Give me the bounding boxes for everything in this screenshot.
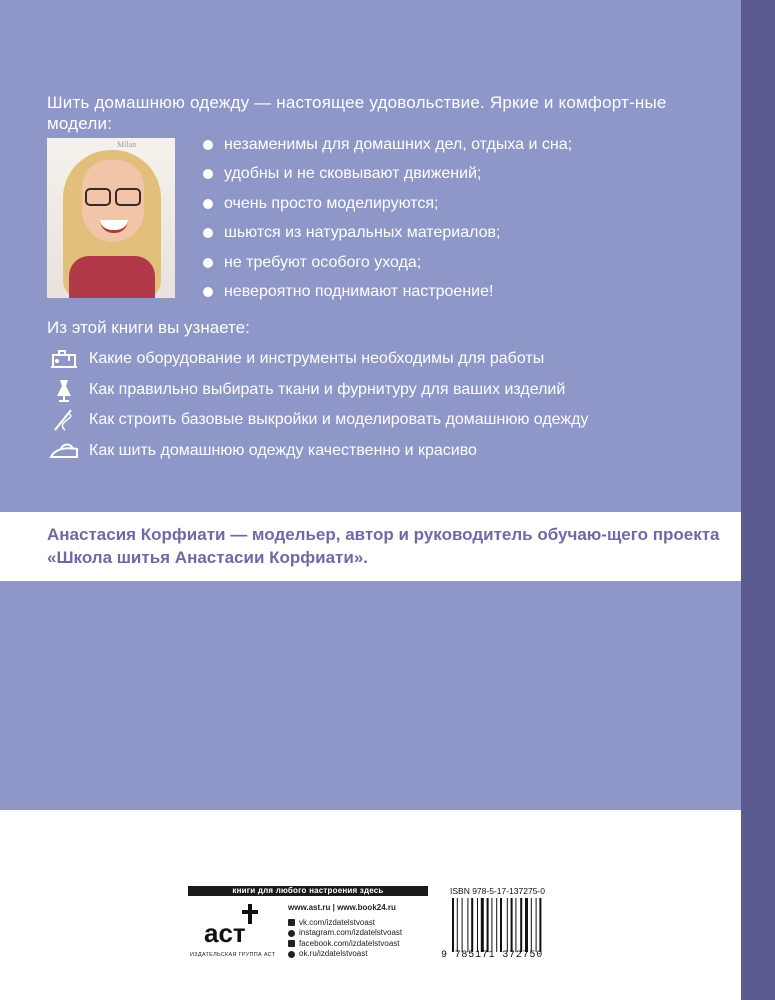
learn-item: Какие оборудование и инструменты необходимы для работы <box>47 344 727 375</box>
sewing-machine-icon <box>47 347 81 371</box>
bullet-dot-icon <box>203 258 213 268</box>
instagram-icon <box>288 930 295 937</box>
instagram-link[interactable]: instagram.com/izdatelstvoast <box>288 928 402 939</box>
publisher-contacts <box>288 903 402 960</box>
bullet-dot-icon <box>203 169 213 179</box>
publisher-tagline: книги для любого настроения здесь <box>188 886 428 896</box>
vk-link[interactable]: vk.com/izdatelstvoast <box>288 918 402 929</box>
needle-thread-icon <box>47 408 81 432</box>
ok-icon <box>288 951 295 958</box>
feature-item: удобны и не сковывают движений; <box>203 159 723 188</box>
bullet-dot-icon <box>203 140 213 150</box>
ok-link[interactable]: ok.ru/izdatelstvoast <box>288 949 402 960</box>
ast-logo-icon <box>198 900 278 950</box>
facebook-link[interactable]: facebook.com/izdatelstvoast <box>288 939 402 950</box>
feature-item: шьются из натуральных материалов; <box>203 218 723 247</box>
logo-text: аст <box>204 918 246 948</box>
logo-caption: ИЗДАТЕЛЬСКАЯ ГРУППА АСТ <box>190 952 276 958</box>
publisher-websites[interactable]: www.ast.ru | www.book24.ru <box>288 903 396 912</box>
feature-item: не требуют особого ухода; <box>203 248 723 277</box>
learn-list <box>47 344 727 466</box>
bullet-dot-icon <box>203 228 213 238</box>
learn-heading: Из этой книги вы узнаете: <box>47 318 250 337</box>
bullet-dot-icon <box>203 199 213 209</box>
author-bio: Анастасия Корфиати — модельер, автор и руководитель обучаю-щего проекта «Школа шитья Анастасии Корфиати». <box>47 525 720 567</box>
back-cover-middle <box>0 581 741 810</box>
facebook-icon <box>288 940 295 947</box>
barcode-icon <box>452 898 544 952</box>
intro-text: Шить домашнюю одежду — настоящее удовольствие. Яркие и комфорт-ные модели: <box>47 93 667 133</box>
learn-item: Как правильно выбирать ткани и фурнитуру для ваших изделий <box>47 375 727 406</box>
bullet-dot-icon <box>203 287 213 297</box>
author-band <box>0 512 741 581</box>
iron-icon <box>47 439 81 463</box>
dress-form-icon <box>47 378 81 402</box>
vk-icon <box>288 919 295 926</box>
learn-item: Как шить домашнюю одежду качественно и красиво <box>47 436 727 467</box>
book-spine <box>741 0 775 1000</box>
feature-item: невероятно поднимают настроение! <box>203 277 723 306</box>
learn-item: Как строить базовые выкройки и моделировать домашнюю одежду <box>47 405 727 436</box>
features-list <box>203 130 723 306</box>
feature-item: очень просто моделируются; <box>203 189 723 218</box>
photo-sign: Milan <box>117 140 137 149</box>
feature-item: незаменимы для домашних дел, отдыха и сна; <box>203 130 723 159</box>
author-photo <box>47 138 175 298</box>
isbn: ISBN 978-5-17-137275-0 <box>450 886 545 896</box>
barcode-number: 9 785171 372750 <box>441 950 544 961</box>
